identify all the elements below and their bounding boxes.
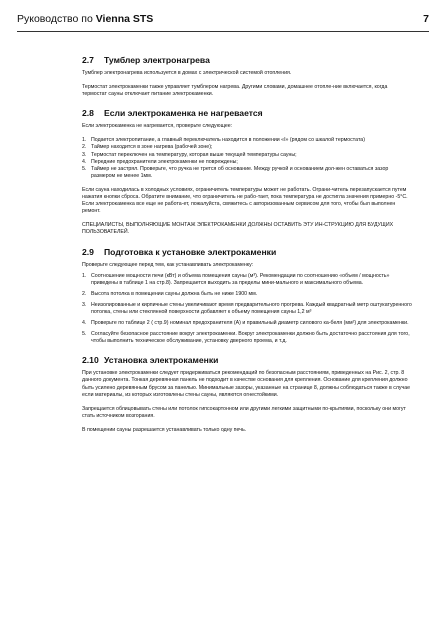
paragraph: Термостат электрокаменки также управляет тумблером нагрева. Другими словами, домашнее отопле-ние включается, когда термостат сауны отключает питание электрокаменки. xyxy=(82,84,388,98)
checklist xyxy=(82,137,412,180)
list-item: 2. Таймер находится в зоне нагрева (рабочей зоне); xyxy=(82,144,213,151)
page-number: 7 xyxy=(423,13,429,25)
paragraph: Запрещается облицовывать стены или потолок гипсокартонном или другими легкими защитными по-крытиями, поскольку они могут стать источником возгорания. xyxy=(82,405,406,419)
page-header xyxy=(17,13,429,35)
list-item: 4. Проверьте по таблице 2 ( стр.9) номинал предохранителя (А) и правильный диаметр силового ка-беля (мм²) для электрокаменки. xyxy=(82,320,409,327)
paragraph: Если электрокаменка не нагревается, проверьте следующее: xyxy=(82,123,233,130)
document-title-product: Vienna STS xyxy=(95,13,154,25)
paragraph: При установке электрокаменки следует придерживаться рекомендаций по безопасным расстояниям, приведенных на Рис. 2, стр. 8 данного документа. Тонкая деревянная панель не подходит в качестве основания для крепления. Основание для крепления должно быть усилено деревянным брусом за панелью. Минимальные зазоры, указанные на странице 8, должны соблюдаться также в случае если материалы, из которых изготовлены стены сауны, являются огнестойкими. xyxy=(82,370,411,398)
list-item: 4. Передние предохранители электрокаменки не повреждены; xyxy=(82,158,238,165)
header-divider xyxy=(17,31,429,32)
paragraph: Проверьте следующее перед тем, как устанавливать электрокаменку: xyxy=(82,261,254,268)
list-item: 2. Высота потолка в помещении сауны должна быть не ниже 1900 мм. xyxy=(82,290,258,297)
section-heading-2-10: 2.10 Установка электрокаменки xyxy=(82,355,219,366)
paragraph: В помещении сауны разрешается устанавливать только одну печь. xyxy=(82,426,247,433)
document-title-prefix: Руководство по xyxy=(17,13,96,25)
paragraph: Если сауна находилась в холодных условиях, ограничитель температуры может не работать. Ограни-читель перезапускается путем нажатия кнопки сброса. Обратите внимание, что ограничитель не рабо-тает, пока температура не достигла значения примерно -5°C. Если электрокаменка все еще не работа-ет, пожалуйста, свяжитесь с авторизованным сервисом для того, чтобы был выполнен ремонт. xyxy=(82,186,408,215)
warning-paragraph: СПЕЦИАЛИСТЫ, ВЫПОЛНЯЮЩИЕ МОНТАЖ ЭЛЕКТРОКАМЕНКИ ДОЛЖНЫ ОСТАВИТЬ ЭТУ ИН-СТРУКЦИЮ ДЛЯ БУДУЩИХ ПОЛЬЗОВАТЕЛЕЙ. xyxy=(82,222,394,236)
section-heading-2-7: 2.7 Тумблер электронагрева xyxy=(82,55,210,65)
document-title xyxy=(17,13,153,25)
paragraph: Тумблер электронагрева используется в домах с электрической системой отопления. xyxy=(82,70,292,76)
list-item: 5. Таймер не застрял. Проверьте, что ручка не трется об основание. Между ручкой и основанием дол-жен оставаться зазор размером не менее 1мм. xyxy=(82,165,389,179)
list-item: 1. Подается электропитание, а главный переключатель находится в положении «I» (рядом со шкалой термостата) xyxy=(82,137,365,144)
list-item: 3. Неизолированные и кирпичные стены увеличивают время предварительного прогрева. Каждый квадратный метр оштукатуренного потолка, стены или стеклянной поверхности добавляет к объему помещения сауны 1,2 м³ xyxy=(82,301,412,315)
list-item: 3. Термостат переключен на температуру, которая выше текущей температуры сауны; xyxy=(82,151,297,158)
section-heading-2-9: 2.9 Подготовка к установке электрокаменки xyxy=(82,246,277,257)
list-item: 5. Согласуйте безопасное расстояние вокруг электрокаменки. Вокруг электрокаменки должно быть достаточно расстояния для того, чтобы выполнить техническое обслуживание, установку дверного проема, и т.д. xyxy=(82,331,410,345)
list-item: 1. Соотношение мощности печи (кВт) и объема помещения сауны (м³). Рекомендации по соотношению «объем / мощность» приведены в таблице 1 на стр.8). Запрещается выходить за пределы мини-мального и максимального объема. xyxy=(82,272,390,286)
preparation-list xyxy=(82,273,412,346)
section-heading-2-8: 2.8 Если электрокаменка не нагревается xyxy=(82,108,263,119)
page-content xyxy=(82,55,412,434)
